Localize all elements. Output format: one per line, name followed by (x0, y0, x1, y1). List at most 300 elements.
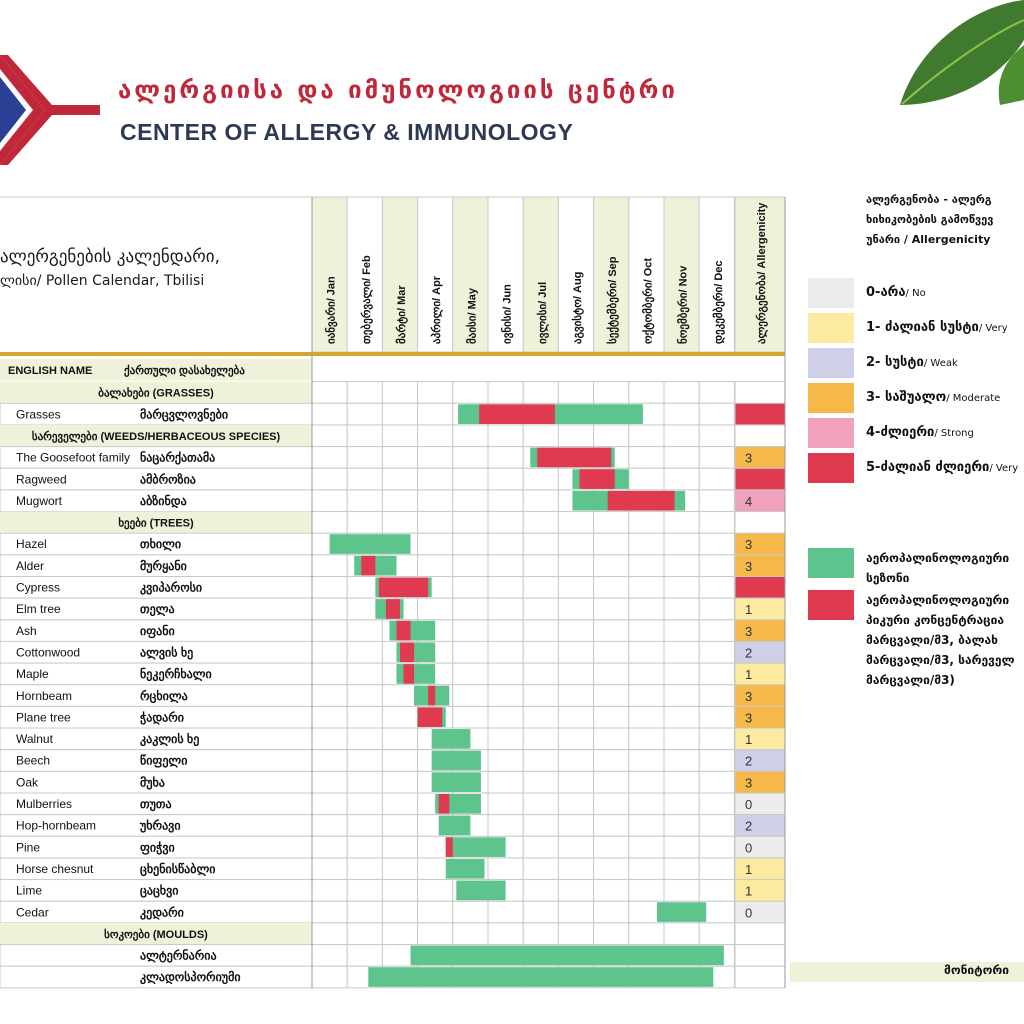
month-cell (488, 771, 523, 793)
month-cell (558, 771, 593, 793)
month-cell (594, 663, 629, 685)
plant-georgian-name: ალვის ხე (140, 645, 194, 660)
legend-swatch (808, 278, 854, 308)
month-cell (594, 793, 629, 815)
month-cell (558, 663, 593, 685)
plant-georgian-name: აბზინდა (140, 493, 187, 508)
month-cell (699, 403, 734, 425)
month-cell (664, 771, 699, 793)
month-cell (699, 382, 734, 404)
season-legend-swatch (808, 548, 854, 578)
plant-georgian-name: კაკლის ხე (140, 732, 200, 747)
month-cell (523, 901, 558, 923)
peak-bar (386, 599, 400, 619)
month-cell (347, 771, 382, 793)
plant-english-name: Oak (16, 775, 39, 790)
month-cell (558, 858, 593, 880)
season-bar (411, 946, 724, 966)
peak-bar (379, 578, 428, 598)
month-cell (629, 815, 664, 837)
allergenicity-cell (735, 728, 785, 750)
month-cell (382, 468, 417, 490)
month-cell (558, 815, 593, 837)
month-cell (664, 533, 699, 555)
month-cell (523, 620, 558, 642)
month-cell (488, 577, 523, 599)
month-cell (629, 880, 664, 902)
month-cell (488, 923, 523, 945)
season-bar (432, 729, 471, 749)
plant-georgian-name: ცაცხვი (140, 883, 179, 898)
allergenicity-value: 4 (745, 493, 753, 509)
allergenicity-value: 1 (745, 883, 753, 899)
allergenicity-cell (735, 663, 785, 685)
plant-english-name: Plane tree (16, 710, 71, 725)
pollen-calendar-title-line2: ლისი/ Pollen Calendar, Tbilisi (0, 273, 205, 289)
plant-english-name: The Goosefoot family (16, 450, 131, 465)
peak-bar (400, 642, 414, 662)
month-cell (382, 836, 417, 858)
month-cell (699, 923, 734, 945)
month-cell (664, 447, 699, 469)
month-cell (382, 901, 417, 923)
month-cell (523, 750, 558, 772)
month-cell (418, 555, 453, 577)
plant-georgian-name: კედარი (140, 905, 184, 920)
month-cell (382, 447, 417, 469)
month-cell (312, 425, 347, 447)
month-cell (488, 858, 523, 880)
month-cell (312, 706, 347, 728)
allergenicity-value: 0 (745, 797, 753, 812)
peak-bar (537, 448, 611, 468)
plant-english-name: Cedar (16, 905, 49, 920)
allergenicity-cell (735, 750, 785, 772)
peak-bar (439, 794, 450, 814)
peak-bar (404, 664, 415, 684)
month-cell (382, 750, 417, 772)
month-cell (699, 447, 734, 469)
month-cell (699, 641, 734, 663)
month-cell (629, 555, 664, 577)
month-cell (664, 425, 699, 447)
month-cell (664, 403, 699, 425)
season-bar (389, 621, 435, 641)
month-label: ივნისი/ Jun (501, 284, 514, 344)
allergenicity-cell (735, 901, 785, 923)
plant-georgian-name: ნეკერჩხალი (140, 667, 212, 682)
month-cell (558, 880, 593, 902)
month-cell (453, 577, 488, 599)
month-cell (382, 512, 417, 534)
month-cell (699, 728, 734, 750)
month-cell (558, 923, 593, 945)
allergenicity-cell (735, 577, 785, 599)
plant-english-name: Cottonwood (16, 645, 81, 660)
month-cell (558, 750, 593, 772)
month-cell (594, 728, 629, 750)
month-cell (664, 598, 699, 620)
month-cell (312, 685, 347, 707)
month-cell (594, 901, 629, 923)
month-cell (594, 620, 629, 642)
month-cell (699, 771, 734, 793)
month-cell (594, 771, 629, 793)
month-cell (699, 577, 734, 599)
allergenicity-cell (735, 598, 785, 620)
plant-georgian-name: უხრავი (140, 818, 181, 833)
plant-georgian-name: ამბროზია (140, 472, 196, 487)
month-cell (418, 447, 453, 469)
month-cell (418, 425, 453, 447)
month-cell (523, 663, 558, 685)
peak-bar (428, 686, 435, 706)
season-bar (432, 751, 481, 771)
plant-english-name: Pine (16, 840, 41, 855)
month-label: ივლისი/ Jul (536, 281, 549, 344)
season-bar (446, 837, 506, 857)
month-cell (523, 923, 558, 945)
allergenicity-value: 3 (745, 558, 753, 574)
season-bar (657, 902, 706, 922)
month-cell (488, 468, 523, 490)
month-cell (699, 468, 734, 490)
month-cell (664, 382, 699, 404)
month-cell (664, 512, 699, 534)
month-cell (312, 468, 347, 490)
month-cell (664, 923, 699, 945)
month-cell (629, 750, 664, 772)
month-cell (594, 577, 629, 599)
month-cell (594, 555, 629, 577)
month-label: აპრილი/ Apr (431, 275, 444, 344)
month-cell (488, 382, 523, 404)
month-cell (453, 382, 488, 404)
month-cell (312, 512, 347, 534)
month-cell (664, 468, 699, 490)
month-cell (312, 836, 347, 858)
month-cell (629, 512, 664, 534)
season-bar (432, 772, 481, 792)
month-cell (558, 620, 593, 642)
legend-label: 0-არა/ No (866, 285, 926, 300)
plant-georgian-name: კვიპაროსი (140, 580, 203, 595)
peak-bar (396, 621, 410, 641)
month-cell (664, 641, 699, 663)
month-cell (453, 447, 488, 469)
month-cell (382, 382, 417, 404)
plant-georgian-name: წიფელი (140, 753, 188, 768)
allergenicity-cell (735, 403, 785, 425)
month-cell (347, 793, 382, 815)
month-cell (594, 382, 629, 404)
month-cell (594, 641, 629, 663)
month-cell (312, 771, 347, 793)
month-label: ნოემბერი/ Nov (677, 265, 690, 344)
legend-item (808, 278, 1024, 308)
plant-english-name: Hazel (16, 537, 47, 552)
month-cell (629, 533, 664, 555)
month-cell (347, 858, 382, 880)
plant-english-name: Horse chesnut (16, 861, 94, 876)
month-cell (418, 901, 453, 923)
plant-georgian-name: ნაცარქათამა (140, 450, 216, 465)
month-cell (453, 555, 488, 577)
plant-georgian-name: ალტერნარია (140, 948, 217, 963)
allergenicity-value: 2 (745, 753, 753, 769)
month-label: თებერვალი/ Feb (360, 255, 373, 344)
month-cell (488, 641, 523, 663)
month-cell (312, 641, 347, 663)
allergenicity-cell (735, 468, 785, 490)
allergenicity-cell (735, 966, 785, 988)
month-cell (418, 512, 453, 534)
peak-bar (580, 469, 615, 489)
month-cell (488, 706, 523, 728)
month-cell (347, 620, 382, 642)
plant-english-name: Lime (16, 883, 43, 898)
plant-english-name: Ash (16, 623, 37, 638)
month-cell (664, 555, 699, 577)
month-cell (382, 685, 417, 707)
month-cell (699, 512, 734, 534)
peak-bar (479, 404, 555, 424)
month-cell (488, 750, 523, 772)
legend-sublabel: / Strong (934, 428, 974, 439)
legend-item (808, 383, 1024, 413)
allergenicity-cell (735, 555, 785, 577)
month-cell (453, 468, 488, 490)
month-cell (594, 880, 629, 902)
month-cell (382, 706, 417, 728)
plant-georgian-name: კლადოსპორიუმი (140, 970, 241, 985)
month-cell (347, 447, 382, 469)
month-cell (629, 771, 664, 793)
legend-heading: ალერგენობა - ალერგ ხიხიკობების გამოწვევ უნარი / Allergenicity (866, 193, 994, 246)
month-cell (629, 641, 664, 663)
month-cell (629, 706, 664, 728)
month-cell (523, 685, 558, 707)
plant-georgian-name: ცხენისწაბლი (140, 861, 216, 876)
plant-english-name: Grasses (16, 407, 61, 422)
month-cell (629, 382, 664, 404)
month-cell (523, 577, 558, 599)
plant-georgian-name: მარცვლოვნები (140, 407, 229, 422)
month-cell (347, 945, 382, 967)
month-cell (523, 490, 558, 512)
plant-georgian-name: თხილი (140, 537, 182, 552)
season-bar (446, 859, 485, 879)
month-cell (664, 793, 699, 815)
month-cell (594, 815, 629, 837)
month-cell (418, 880, 453, 902)
plant-english-name: Ragweed (16, 472, 67, 487)
plant-georgian-name: ფიჭვი (140, 840, 175, 855)
allergenicity-cell (735, 880, 785, 902)
month-cell (382, 880, 417, 902)
month-cell (558, 425, 593, 447)
month-cell (558, 555, 593, 577)
month-cell (523, 555, 558, 577)
peak-bar (608, 491, 675, 511)
month-cell (312, 750, 347, 772)
month-cell (312, 728, 347, 750)
month-cell (488, 793, 523, 815)
month-cell (453, 425, 488, 447)
legend-sublabel: / Moderate (946, 393, 1001, 404)
month-label: სექტემბერი/ Sep (607, 256, 620, 344)
month-cell (453, 598, 488, 620)
allergenicity-cell (735, 382, 785, 404)
month-cell (594, 533, 629, 555)
month-cell (629, 425, 664, 447)
month-cell (347, 468, 382, 490)
month-cell (699, 685, 734, 707)
month-cell (418, 382, 453, 404)
plant-english-name: Mulberries (16, 797, 73, 811)
month-cell (699, 836, 734, 858)
month-cell (312, 577, 347, 599)
month-cell (347, 880, 382, 902)
allergenicity-cell (735, 685, 785, 707)
month-cell (664, 750, 699, 772)
legend-label: 2- სუსტი/ Weak (866, 355, 958, 370)
month-cell (629, 923, 664, 945)
georgian-name-column-header: ქართული დასახელება (124, 365, 245, 377)
month-cell (594, 706, 629, 728)
month-cell (488, 555, 523, 577)
month-cell (523, 706, 558, 728)
allergenicity-value: 1 (745, 602, 753, 618)
leaf-decoration (890, 0, 1024, 110)
legend-label: 1- ძალიან სუსტი/ Very (866, 320, 1008, 335)
month-cell (558, 598, 593, 620)
month-cell (453, 512, 488, 534)
month-cell (453, 923, 488, 945)
center-title-georgian: ალერგიისა და იმუნოლოგიის ცენტრი (118, 76, 678, 104)
month-cell (558, 706, 593, 728)
month-cell (629, 598, 664, 620)
month-cell (488, 901, 523, 923)
month-cell (347, 685, 382, 707)
group-label: სოკოები (MOULDS) (104, 928, 208, 941)
legend-sublabel: / Very (989, 463, 1019, 474)
legend-sublabel: / Weak (923, 358, 958, 369)
month-cell (382, 403, 417, 425)
month-cell (488, 533, 523, 555)
month-cell (382, 728, 417, 750)
month-cell (664, 858, 699, 880)
month-cell (664, 577, 699, 599)
month-cell (523, 728, 558, 750)
month-cell (558, 793, 593, 815)
month-cell (699, 858, 734, 880)
legend-sublabel: / Very (978, 323, 1008, 334)
month-cell (523, 836, 558, 858)
month-cell (488, 598, 523, 620)
month-cell (312, 663, 347, 685)
legend-swatch (808, 383, 854, 413)
legend-swatch (808, 418, 854, 448)
month-cell (347, 512, 382, 534)
allergenicity-value: 3 (745, 710, 753, 726)
month-label: აგვისტო/ Aug (572, 271, 584, 344)
month-cell (347, 815, 382, 837)
month-cell (347, 641, 382, 663)
month-cell (699, 706, 734, 728)
month-cell (594, 425, 629, 447)
month-cell (699, 598, 734, 620)
month-cell (347, 901, 382, 923)
month-cell (312, 447, 347, 469)
allergenicity-cell (735, 771, 785, 793)
legend-item (808, 418, 1024, 448)
allergenicity-header-label: ალერგენობა/ Allergenicity (756, 202, 768, 344)
allergenicity-value: 0 (745, 840, 753, 856)
month-cell (558, 577, 593, 599)
group-label: ხეები (TREES) (118, 517, 194, 530)
allergenicity-value: 2 (745, 818, 753, 834)
month-cell (312, 382, 347, 404)
month-cell (418, 403, 453, 425)
english-name-column-header: ENGLISH NAME (8, 365, 93, 377)
month-cell (594, 750, 629, 772)
plant-english-name: Elm tree (16, 602, 61, 617)
allergenicity-cell (735, 490, 785, 512)
month-cell (629, 577, 664, 599)
month-cell (488, 685, 523, 707)
month-cell (488, 447, 523, 469)
month-cell (312, 403, 347, 425)
month-cell (488, 728, 523, 750)
month-cell (629, 793, 664, 815)
header-separator (0, 352, 785, 356)
plant-georgian-name: რცხილა (140, 688, 188, 703)
allergenicity-cell (735, 706, 785, 728)
peak-bar (446, 837, 453, 857)
month-cell (453, 901, 488, 923)
allergenicity-cell (735, 620, 785, 642)
peak-bar (361, 556, 375, 576)
month-cell (699, 663, 734, 685)
allergenicity-cell (735, 945, 785, 967)
month-cell (558, 728, 593, 750)
legend-item (808, 313, 1024, 343)
legend-swatch (808, 348, 854, 378)
month-cell (347, 403, 382, 425)
month-cell (629, 858, 664, 880)
pollen-calendar-title-line1: ალერგენების კალენდარი, (0, 247, 220, 267)
month-cell (699, 620, 734, 642)
month-cell (523, 880, 558, 902)
month-cell (312, 793, 347, 815)
month-label: დეკემბერი/ Dec (712, 260, 725, 344)
group-label: სარეველები (WEEDS/HERBACEOUS SPECIES) (31, 430, 281, 443)
plant-english-name: Alder (16, 558, 45, 573)
month-label: ოქტომბერი/ Oct (642, 257, 655, 344)
month-cell (664, 685, 699, 707)
month-cell (418, 468, 453, 490)
plant-georgian-name: თუთა (140, 797, 172, 811)
plant-english-name: Cypress (16, 580, 61, 595)
season-legend-swatch (808, 590, 854, 620)
month-cell (382, 858, 417, 880)
allergenicity-value: 0 (745, 905, 753, 921)
month-cell (664, 706, 699, 728)
month-cell (453, 685, 488, 707)
allergenicity-value: 1 (745, 667, 753, 683)
allergenicity-cell (735, 815, 785, 837)
